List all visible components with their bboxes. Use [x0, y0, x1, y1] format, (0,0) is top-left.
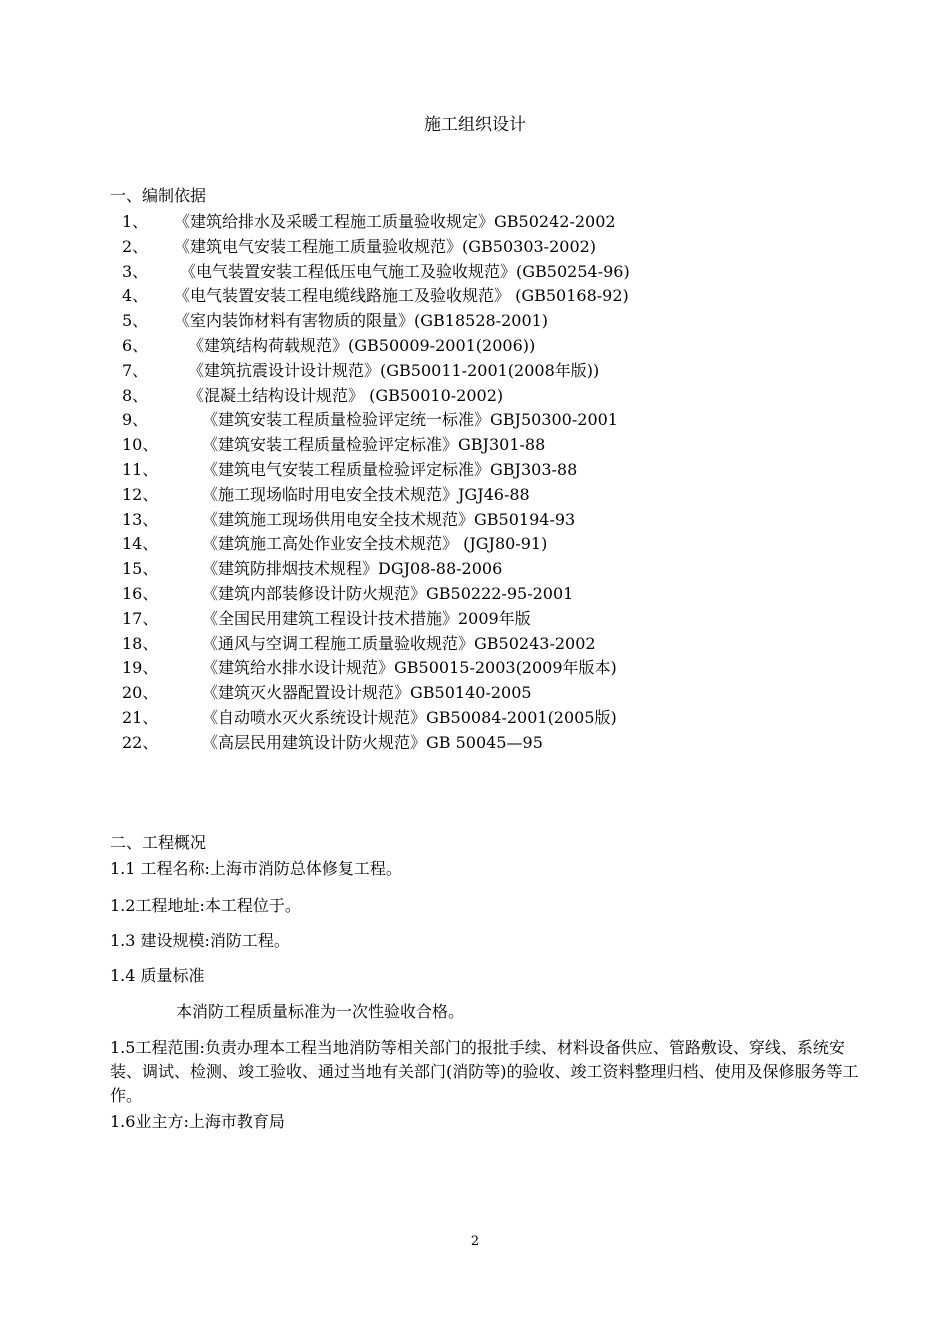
project-scope-item: 1.5工程范围:负责办理本工程当地消防等相关部门的报批手续、材料设备供应、管路敷设、穿线、系统安装、调试、检测、竣工验收、通过当地有关部门(消防等)的验收、竣工资料整理归档、使用及保修服务等工作。 [110, 1038, 859, 1105]
reference-number: 1、 [122, 212, 149, 231]
reference-item [122, 435, 546, 455]
project-address-item: 1.2工程地址:本工程位于。 [110, 896, 301, 915]
reference-item [122, 236, 597, 257]
reference-number: 7、 [122, 360, 149, 380]
reference-number: 6、 [122, 336, 149, 355]
reference-item [122, 311, 549, 331]
reference-item [122, 608, 531, 629]
reference-item [122, 261, 630, 282]
reference-item [122, 336, 536, 356]
reference-text: 《通风与空调工程施工质量验收规范》GB50243-2002 [202, 633, 596, 653]
quality-standard-text: 本消防工程质量标准为一次性验收合格。 [176, 1002, 465, 1021]
reference-item [122, 460, 578, 480]
reference-item [122, 360, 600, 381]
construction-scale-item: 1.3 建设规模:消防工程。 [110, 931, 290, 950]
reference-number: 9、 [122, 410, 149, 430]
reference-number: 12、 [122, 484, 159, 504]
reference-item [122, 509, 576, 530]
reference-text: 《施工现场临时用电安全技术规范》JGJ46-88 [202, 484, 530, 504]
reference-number: 8、 [122, 385, 149, 405]
page-number: 2 [470, 1234, 480, 1249]
reference-text: 《建筑电气安装工程施工质量验收规范》(GB50303-2002) [174, 236, 597, 256]
reference-item [122, 708, 617, 728]
reference-number: 22、 [122, 732, 159, 752]
reference-text: 《建筑安装工程质量检验评定标准》GBJ301-88 [202, 435, 546, 455]
reference-number: 16、 [122, 584, 159, 603]
reference-text: 《建筑施工现场供用电安全技术规范》GB50194-93 [202, 509, 576, 529]
section-heading-basis: 一、编制依据 [110, 186, 207, 205]
reference-item [122, 584, 574, 604]
reference-text: 《电气装置安装工程低压电气施工及验收规范》(GB50254-96) [180, 261, 630, 281]
project-name-item: 1.1 工程名称:上海市消防总体修复工程。 [110, 859, 402, 878]
reference-text: 《自动喷水灭火系统设计规范》GB50084-2001(2005版) [202, 708, 617, 727]
owner-item: 1.6业主方:上海市教育局 [110, 1112, 285, 1131]
reference-text: 《建筑内部装修设计防火规范》GB50222-95-2001 [202, 584, 574, 603]
reference-text: 《全国民用建筑工程设计技术措施》2009年版 [202, 608, 531, 628]
reference-item [122, 633, 596, 654]
reference-number: 15、 [122, 559, 159, 579]
reference-number: 5、 [122, 311, 149, 331]
reference-text: 《混凝土结构设计规范》 (GB50010-2002) [188, 385, 504, 405]
reference-number: 13、 [122, 509, 159, 529]
reference-number: 19、 [122, 658, 159, 678]
reference-text: 《建筑灭火器配置设计规范》GB50140-2005 [202, 683, 532, 703]
reference-number: 3、 [122, 261, 149, 281]
reference-text: 《建筑结构荷载规范》(GB50009-2001(2006)) [188, 336, 536, 355]
reference-text: 《建筑抗震设计设计规范》(GB50011-2001(2008年版)) [188, 360, 600, 380]
reference-text: 《电气装置安装工程电缆线路施工及验收规范》 (GB50168-92) [174, 286, 629, 306]
reference-text: 《高层民用建筑设计防火规范》GB 50045—95 [202, 732, 543, 752]
reference-text: 《建筑防排烟技术规程》DGJ08-88-2006 [202, 559, 503, 579]
reference-item [122, 410, 618, 430]
reference-number: 18、 [122, 633, 159, 653]
reference-number: 4、 [122, 286, 149, 306]
reference-text: 《室内装饰材料有害物质的限量》(GB18528-2001) [174, 311, 549, 331]
reference-item [122, 559, 503, 579]
reference-number: 17、 [122, 608, 159, 628]
reference-number: 21、 [122, 708, 159, 727]
quality-standard-item: 1.4 质量标准 [110, 966, 205, 985]
reference-text: 《建筑给排水及采暖工程施工质量验收规定》GB50242-2002 [174, 212, 616, 231]
reference-text: 《建筑给水排水设计规范》GB50015-2003(2009年版本) [202, 658, 617, 678]
reference-item [122, 385, 504, 406]
reference-text: 《建筑电气安装工程质量检验评定标准》GBJ303-88 [202, 460, 578, 479]
reference-text: 《建筑安装工程质量检验评定统一标准》GBJ50300-2001 [202, 410, 618, 430]
reference-number: 20、 [122, 683, 159, 703]
reference-text: 《建筑施工高处作业安全技术规范》 (JGJ80-91) [202, 534, 548, 554]
reference-item [122, 286, 629, 306]
reference-item [122, 732, 543, 753]
reference-number: 11、 [122, 460, 159, 479]
reference-item [122, 484, 530, 505]
reference-number: 14、 [122, 534, 159, 554]
document-title: 施工组织设计 [424, 115, 526, 135]
reference-item [122, 212, 616, 232]
reference-number: 2、 [122, 236, 149, 256]
section-heading-overview: 二、工程概况 [110, 833, 207, 852]
reference-item [122, 534, 548, 554]
reference-number: 10、 [122, 435, 159, 455]
reference-item [122, 683, 532, 703]
reference-item [122, 658, 617, 678]
